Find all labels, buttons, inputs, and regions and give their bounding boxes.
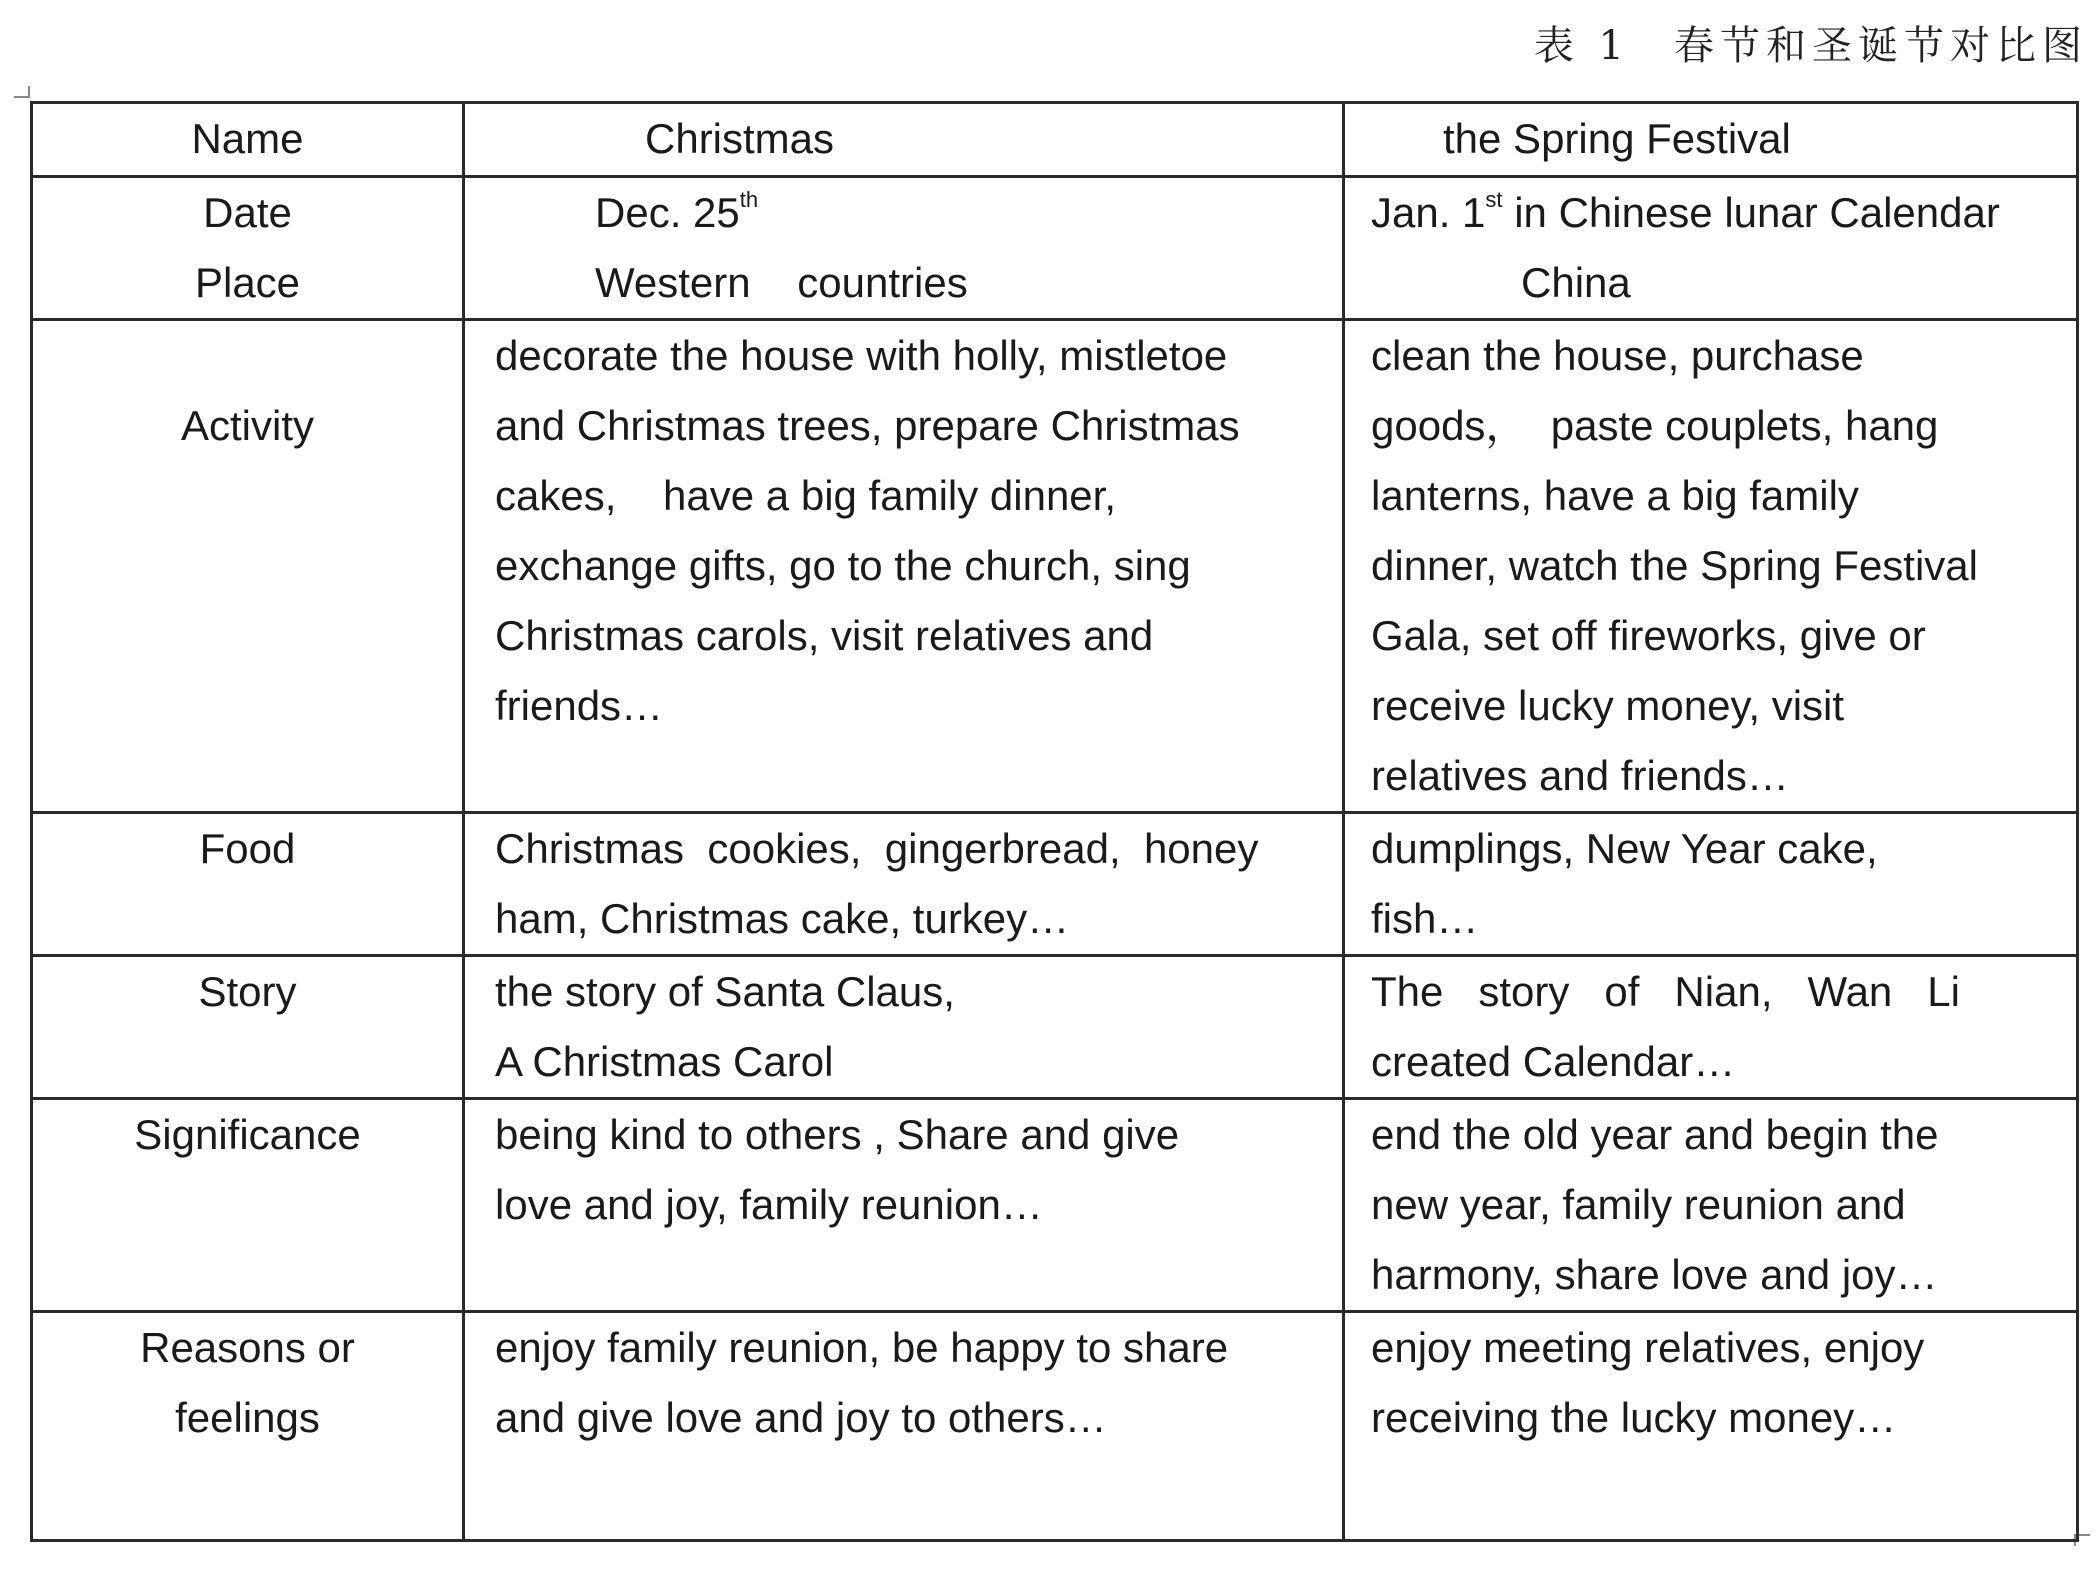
christmas-reasons-line: and give love and joy to others… [495,1394,1107,1441]
label-reasons: Reasons or [140,1324,355,1371]
spring-activity-line: goods， paste couplets, hang [1371,402,1939,449]
spring-activity-line: dinner, watch the Spring Festival [1371,542,1978,589]
spring-activity-line: receive lucky money, visit [1371,682,1845,729]
spring-story-line: created Calendar… [1371,1038,1736,1085]
table-row-significance [32,1099,2078,1312]
caption-title: 春节和圣诞节对比图 [1674,23,2088,69]
spring-date: Jan. 1st in Chinese lunar Calendar [1371,187,2000,236]
christmas-significance-cell [464,1099,1344,1312]
spring-food-line: fish… [1371,895,1479,942]
spring-food-line: dumplings, New Year cake, [1371,825,1878,872]
spring-significance-line: new year, family reunion and [1371,1181,1906,1228]
christmas-place: Western countries [595,259,968,306]
table-caption [1534,14,2088,71]
header-spring: the Spring Festival [1443,115,1791,162]
christmas-food-line: Christmas cookies, gingerbread, honey [495,825,1259,872]
label-cell-reasons [32,1312,464,1541]
spring-significance-line: end the old year and begin the [1371,1111,1939,1158]
label-cell-story [32,956,464,1099]
spring-significance-line: harmony, share love and joy… [1371,1251,1938,1298]
table-row-reasons [32,1312,2078,1541]
spring-reasons-line: receiving the lucky money… [1371,1394,1897,1441]
label-story: Story [198,968,297,1015]
spring-place: China [1521,259,1631,306]
christmas-activity-line: cakes, have a big family dinner, [495,472,1116,519]
header-spring-cell [1344,103,2078,177]
table-row-activity [32,320,2078,813]
christmas-reasons-cell [464,1312,1344,1541]
label-significance: Significance [134,1111,361,1158]
christmas-story-line: the story of Santa Claus, [495,968,955,1015]
christmas-reasons-line: enjoy family reunion, be happy to share [495,1324,1229,1371]
spring-activity-line: Gala, set off fireworks, give or [1371,612,1926,659]
spring-reasons-line: enjoy meeting relatives, enjoy [1371,1324,1925,1371]
christmas-activity-line: Christmas carols, visit relatives and [495,612,1154,659]
table-row-date-place [32,177,2078,320]
header-name: Name [191,115,304,162]
christmas-activity-cell [464,320,1344,813]
christmas-food-line: ham, Christmas cake, turkey… [495,895,1070,942]
spring-story-cell [1344,956,2078,1099]
christmas-significance-line: love and joy, family reunion… [495,1181,1043,1228]
table-anchor-mark [14,86,30,98]
label-date: Date [203,189,292,236]
header-christmas: Christmas [645,115,835,162]
spring-food-cell [1344,813,2078,956]
label-cell-food [32,813,464,956]
label-cell-significance [32,1099,464,1312]
christmas-date-place-cell [464,177,1344,320]
table-row-food [32,813,2078,956]
table-row-story [32,956,2078,1099]
spring-significance-cell [1344,1099,2078,1312]
label-food: Food [199,825,296,872]
spring-activity-line: relatives and friends… [1371,752,1789,799]
label-cell-activity [32,320,464,813]
christmas-activity-line: friends… [495,682,664,729]
label-cell-date-place [32,177,464,320]
spring-activity-line: lanterns, have a big family [1371,472,1859,519]
christmas-activity-line: exchange gifts, go to the church, sing [495,542,1191,589]
christmas-significance-line: being kind to others , Share and give [495,1111,1180,1158]
christmas-date: Dec. 25th [595,187,759,236]
header-christmas-cell [464,103,1344,177]
spring-activity-line: clean the house, purchase [1371,332,1864,379]
label-place: Place [194,259,301,306]
label-feelings: feelings [175,1394,320,1441]
caption-label: 表 1 [1533,23,1630,69]
table-header-row [32,103,2078,177]
spring-date-place-cell [1344,177,2078,320]
spring-activity-cell [1344,320,2078,813]
label-activity: Activity [180,402,314,449]
christmas-activity-line: decorate the house with holly, mistletoe [495,332,1228,379]
header-name-cell [32,103,464,177]
christmas-food-cell [464,813,1344,956]
festival-comparison-table [30,101,2079,1542]
christmas-activity-line: and Christmas trees, prepare Christmas [495,402,1240,449]
christmas-story-line: A Christmas Carol [495,1038,834,1085]
spring-story-line: The story of Nian, Wan Li [1371,968,1960,1015]
christmas-story-cell [464,956,1344,1099]
spring-reasons-cell [1344,1312,2078,1541]
